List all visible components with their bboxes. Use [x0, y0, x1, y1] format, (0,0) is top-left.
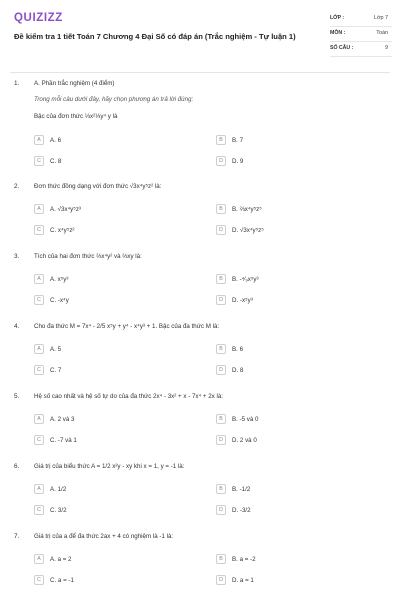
meta-row-count [330, 42, 392, 57]
option-text: D. 8 [232, 366, 244, 374]
meta-row-class [330, 12, 392, 27]
option-letter-box: B [216, 554, 226, 564]
option-letter-box: B [216, 274, 226, 284]
option-letter-box: B [216, 484, 226, 494]
page-header [0, 0, 400, 60]
option-text: B. -1/2 [232, 485, 251, 493]
option-text: D. -x⁵y³ [232, 296, 253, 304]
question-text: Cho đa thức M = 7x⁴ - 2/5 x⁵y + y⁴ - x⁴y³ + 1. Bậc của đa thức M là: [34, 323, 220, 330]
option-text: D. 9 [232, 157, 244, 165]
option-d[interactable] [216, 505, 366, 517]
meta-value: Toán [376, 30, 388, 36]
option-text: C. -x⁴y [50, 296, 69, 304]
option-text: C. -7 và 1 [50, 436, 77, 444]
option-letter-box: D [216, 435, 226, 445]
option-text: D. 2 và 0 [232, 436, 257, 444]
option-letter-box: B [216, 414, 226, 424]
option-text: D. √3x⁴y⁵z⁵ [232, 226, 264, 234]
option-text: B. 7 [232, 136, 244, 144]
option-d[interactable] [216, 156, 366, 168]
document-title: Đề kiểm tra 1 tiết Toán 7 Chương 4 Đại Số có đáp án (Trắc nghiệm - Tự luận 1) [14, 32, 296, 41]
option-c[interactable] [34, 575, 184, 587]
question-text: Hệ số cao nhất và hệ số tự do của đa thức 2x⁴ - 3x² + x - 7x⁴ + 2x là: [34, 393, 224, 400]
option-text: B. -⁴⁄₉x⁵y³ [232, 275, 259, 283]
option-b[interactable] [216, 204, 366, 216]
option-text: B. -5 và 0 [232, 415, 259, 423]
option-text: A. 1/2 [50, 485, 67, 493]
option-text: B. 6 [232, 345, 244, 353]
option-a[interactable] [34, 274, 184, 286]
option-d[interactable] [216, 435, 366, 447]
option-text: C. a = -1 [50, 576, 74, 584]
option-b[interactable] [216, 135, 366, 147]
question-text: Tích của hai đơn thức ⅔x⁴y² và ⅔xy là: [34, 253, 142, 260]
option-letter-box: C [34, 365, 44, 375]
question-number: 3. [14, 253, 20, 260]
option-c[interactable] [34, 365, 184, 377]
question-number: 6. [14, 463, 20, 470]
option-a[interactable] [34, 135, 184, 147]
option-letter-box: D [216, 365, 226, 375]
option-text: B. ⅔x⁴y⁵z⁵ [232, 205, 262, 213]
question-number: 1. [14, 80, 20, 87]
instruction-text: Trong mỗi câu dưới đây, hãy chọn phương án trả lời đúng: [34, 96, 194, 103]
option-letter-box: A [34, 484, 44, 494]
question-number: 7. [14, 533, 20, 540]
question-number: 5. [14, 393, 20, 400]
option-d[interactable] [216, 225, 366, 237]
option-text: C. 8 [50, 157, 62, 165]
option-text: C. 7 [50, 366, 62, 374]
option-a[interactable] [34, 414, 184, 426]
header-divider [10, 72, 390, 73]
option-letter-box: C [34, 295, 44, 305]
option-text: A. 6 [50, 136, 62, 144]
option-letter-box: A [34, 135, 44, 145]
option-text: A. 5 [50, 345, 62, 353]
option-a[interactable] [34, 204, 184, 216]
option-c[interactable] [34, 156, 184, 168]
question-number: 2. [14, 183, 20, 190]
option-a[interactable] [34, 484, 184, 496]
option-c[interactable] [34, 505, 184, 517]
option-a[interactable] [34, 554, 184, 566]
option-letter-box: D [216, 295, 226, 305]
option-letter-box: C [34, 505, 44, 515]
option-b[interactable] [216, 484, 366, 496]
option-letter-box: B [216, 344, 226, 354]
question-text: Giá trị của biểu thức A = 1/2 x²y - xy khi x = 1, y = -1 là: [34, 463, 185, 470]
option-b[interactable] [216, 274, 366, 286]
option-text: A. x⁵y³ [50, 275, 69, 283]
meta-value: 9 [385, 45, 388, 51]
option-a[interactable] [34, 344, 184, 356]
option-letter-box: D [216, 575, 226, 585]
option-c[interactable] [34, 295, 184, 307]
option-d[interactable] [216, 295, 366, 307]
option-letter-box: C [34, 435, 44, 445]
option-b[interactable] [216, 554, 366, 566]
option-letter-box: D [216, 225, 226, 235]
option-d[interactable] [216, 575, 366, 587]
meta-label: LỚP : [330, 15, 345, 21]
option-text: A. √3x⁴y⁵z³ [50, 205, 81, 213]
meta-label: SỐ CÂU : [330, 45, 354, 51]
option-letter-box: C [34, 156, 44, 166]
option-letter-box: B [216, 135, 226, 145]
option-text: C. 3/2 [50, 506, 67, 514]
option-letter-box: A [34, 414, 44, 424]
option-text: A. 2 và 3 [50, 415, 75, 423]
option-letter-box: C [34, 575, 44, 585]
option-letter-box: D [216, 505, 226, 515]
question-number: 4. [14, 323, 20, 330]
question-text: Đơn thức đồng dạng với đơn thức √3x⁴y⁵z² là: [34, 183, 162, 190]
meta-table [330, 12, 392, 57]
section-heading: A. Phần trắc nghiệm (4 điểm) [34, 80, 115, 87]
meta-label: MÔN : [330, 30, 346, 36]
option-letter-box: B [216, 204, 226, 214]
question-text: Giá trị của a để đa thức 2ax + 4 có nghiệm là -1 là: [34, 533, 174, 540]
option-b[interactable] [216, 414, 366, 426]
option-text: D. a = 1 [232, 576, 254, 584]
option-letter-box: D [216, 156, 226, 166]
option-letter-box: A [34, 274, 44, 284]
option-text: C. x⁴y⁵z² [50, 226, 75, 234]
meta-row-subject [330, 27, 392, 42]
quizizz-logo: QUIZIZZ [14, 12, 63, 24]
meta-value: Lớp 7 [373, 15, 388, 21]
option-d[interactable] [216, 365, 366, 377]
option-letter-box: A [34, 554, 44, 564]
option-letter-box: A [34, 344, 44, 354]
option-b[interactable] [216, 344, 366, 356]
option-c[interactable] [34, 225, 184, 237]
option-text: A. a = 2 [50, 555, 72, 563]
option-letter-box: C [34, 225, 44, 235]
option-c[interactable] [34, 435, 184, 447]
option-letter-box: A [34, 204, 44, 214]
option-text: D. -3/2 [232, 506, 251, 514]
question-text: Bậc của đơn thức ⅓x²⅓y⁴ y là [34, 113, 118, 120]
option-text: B. a = -2 [232, 555, 256, 563]
